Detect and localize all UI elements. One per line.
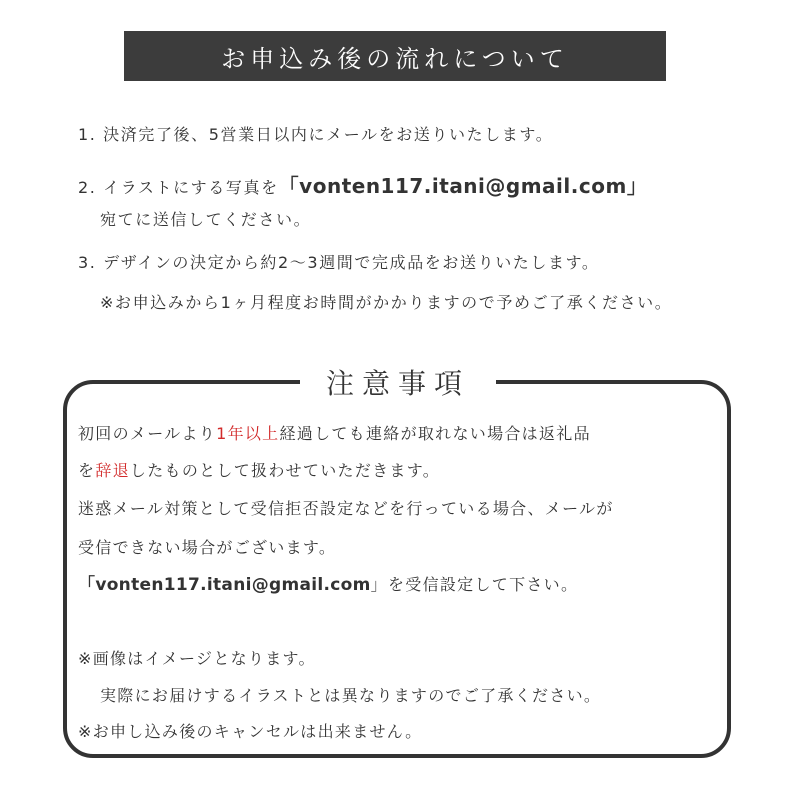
section-header-banner <box>124 31 666 81</box>
step-2 <box>78 170 647 199</box>
notice-line-2-b: したものとして扱わせていただきます。 <box>129 461 441 480</box>
notice-highlight-period: 1年以上 <box>216 424 280 443</box>
notice-line-1 <box>78 421 591 444</box>
notice-email: vonten117.itani@gmail.com <box>95 575 371 595</box>
notice-line-3: 迷惑メール対策として受信拒否設定などを行っている場合、メールが <box>78 499 614 518</box>
notice-highlight-decline: 辞退 <box>95 461 130 480</box>
notice-line-5-b: 」を受信設定して下さい。 <box>370 575 579 594</box>
step-2-bracket-close: 」 <box>626 174 648 198</box>
step-3: 3. デザインの決定から約2〜3週間で完成品をお送りいたします。 <box>78 253 600 272</box>
notice-line-2 <box>78 458 440 481</box>
step-2-continued: 宛てに送信してください。 <box>100 210 312 229</box>
notice-line-5 <box>78 570 578 595</box>
section-header-title: お申込み後の流れについて <box>221 44 569 73</box>
notice-line-1-a: 初回のメールより <box>78 424 217 443</box>
notice-line-8: ※お申し込み後のキャンセルは出来ません。 <box>78 722 423 741</box>
step-2-bracket-open: 「 <box>278 174 300 198</box>
notice-line-1-b: 経過しても連絡が取れない場合は返礼品 <box>279 424 591 443</box>
step-1: 1. 決済完了後、5営業日以内にメールをお送りいたします。 <box>78 125 554 144</box>
step-2-email: vonten117.itani@gmail.com <box>299 174 627 198</box>
notice-title: 注意事項 <box>300 360 496 404</box>
notice-line-7: 実際にお届けするイラストとは異なりますのでご了承ください。 <box>100 686 602 705</box>
notice-line-2-a: を <box>78 461 96 480</box>
step-2-text: 2. イラストにする写真を <box>78 178 279 197</box>
notice-line-4: 受信できない場合がございます。 <box>78 538 337 557</box>
step-3-note: ※お申込みから1ヶ月程度お時間がかかりますので予めご了承ください。 <box>100 293 673 312</box>
notice-line-6: ※画像はイメージとなります。 <box>78 649 316 668</box>
notice-bracket-open: 「 <box>78 575 96 595</box>
